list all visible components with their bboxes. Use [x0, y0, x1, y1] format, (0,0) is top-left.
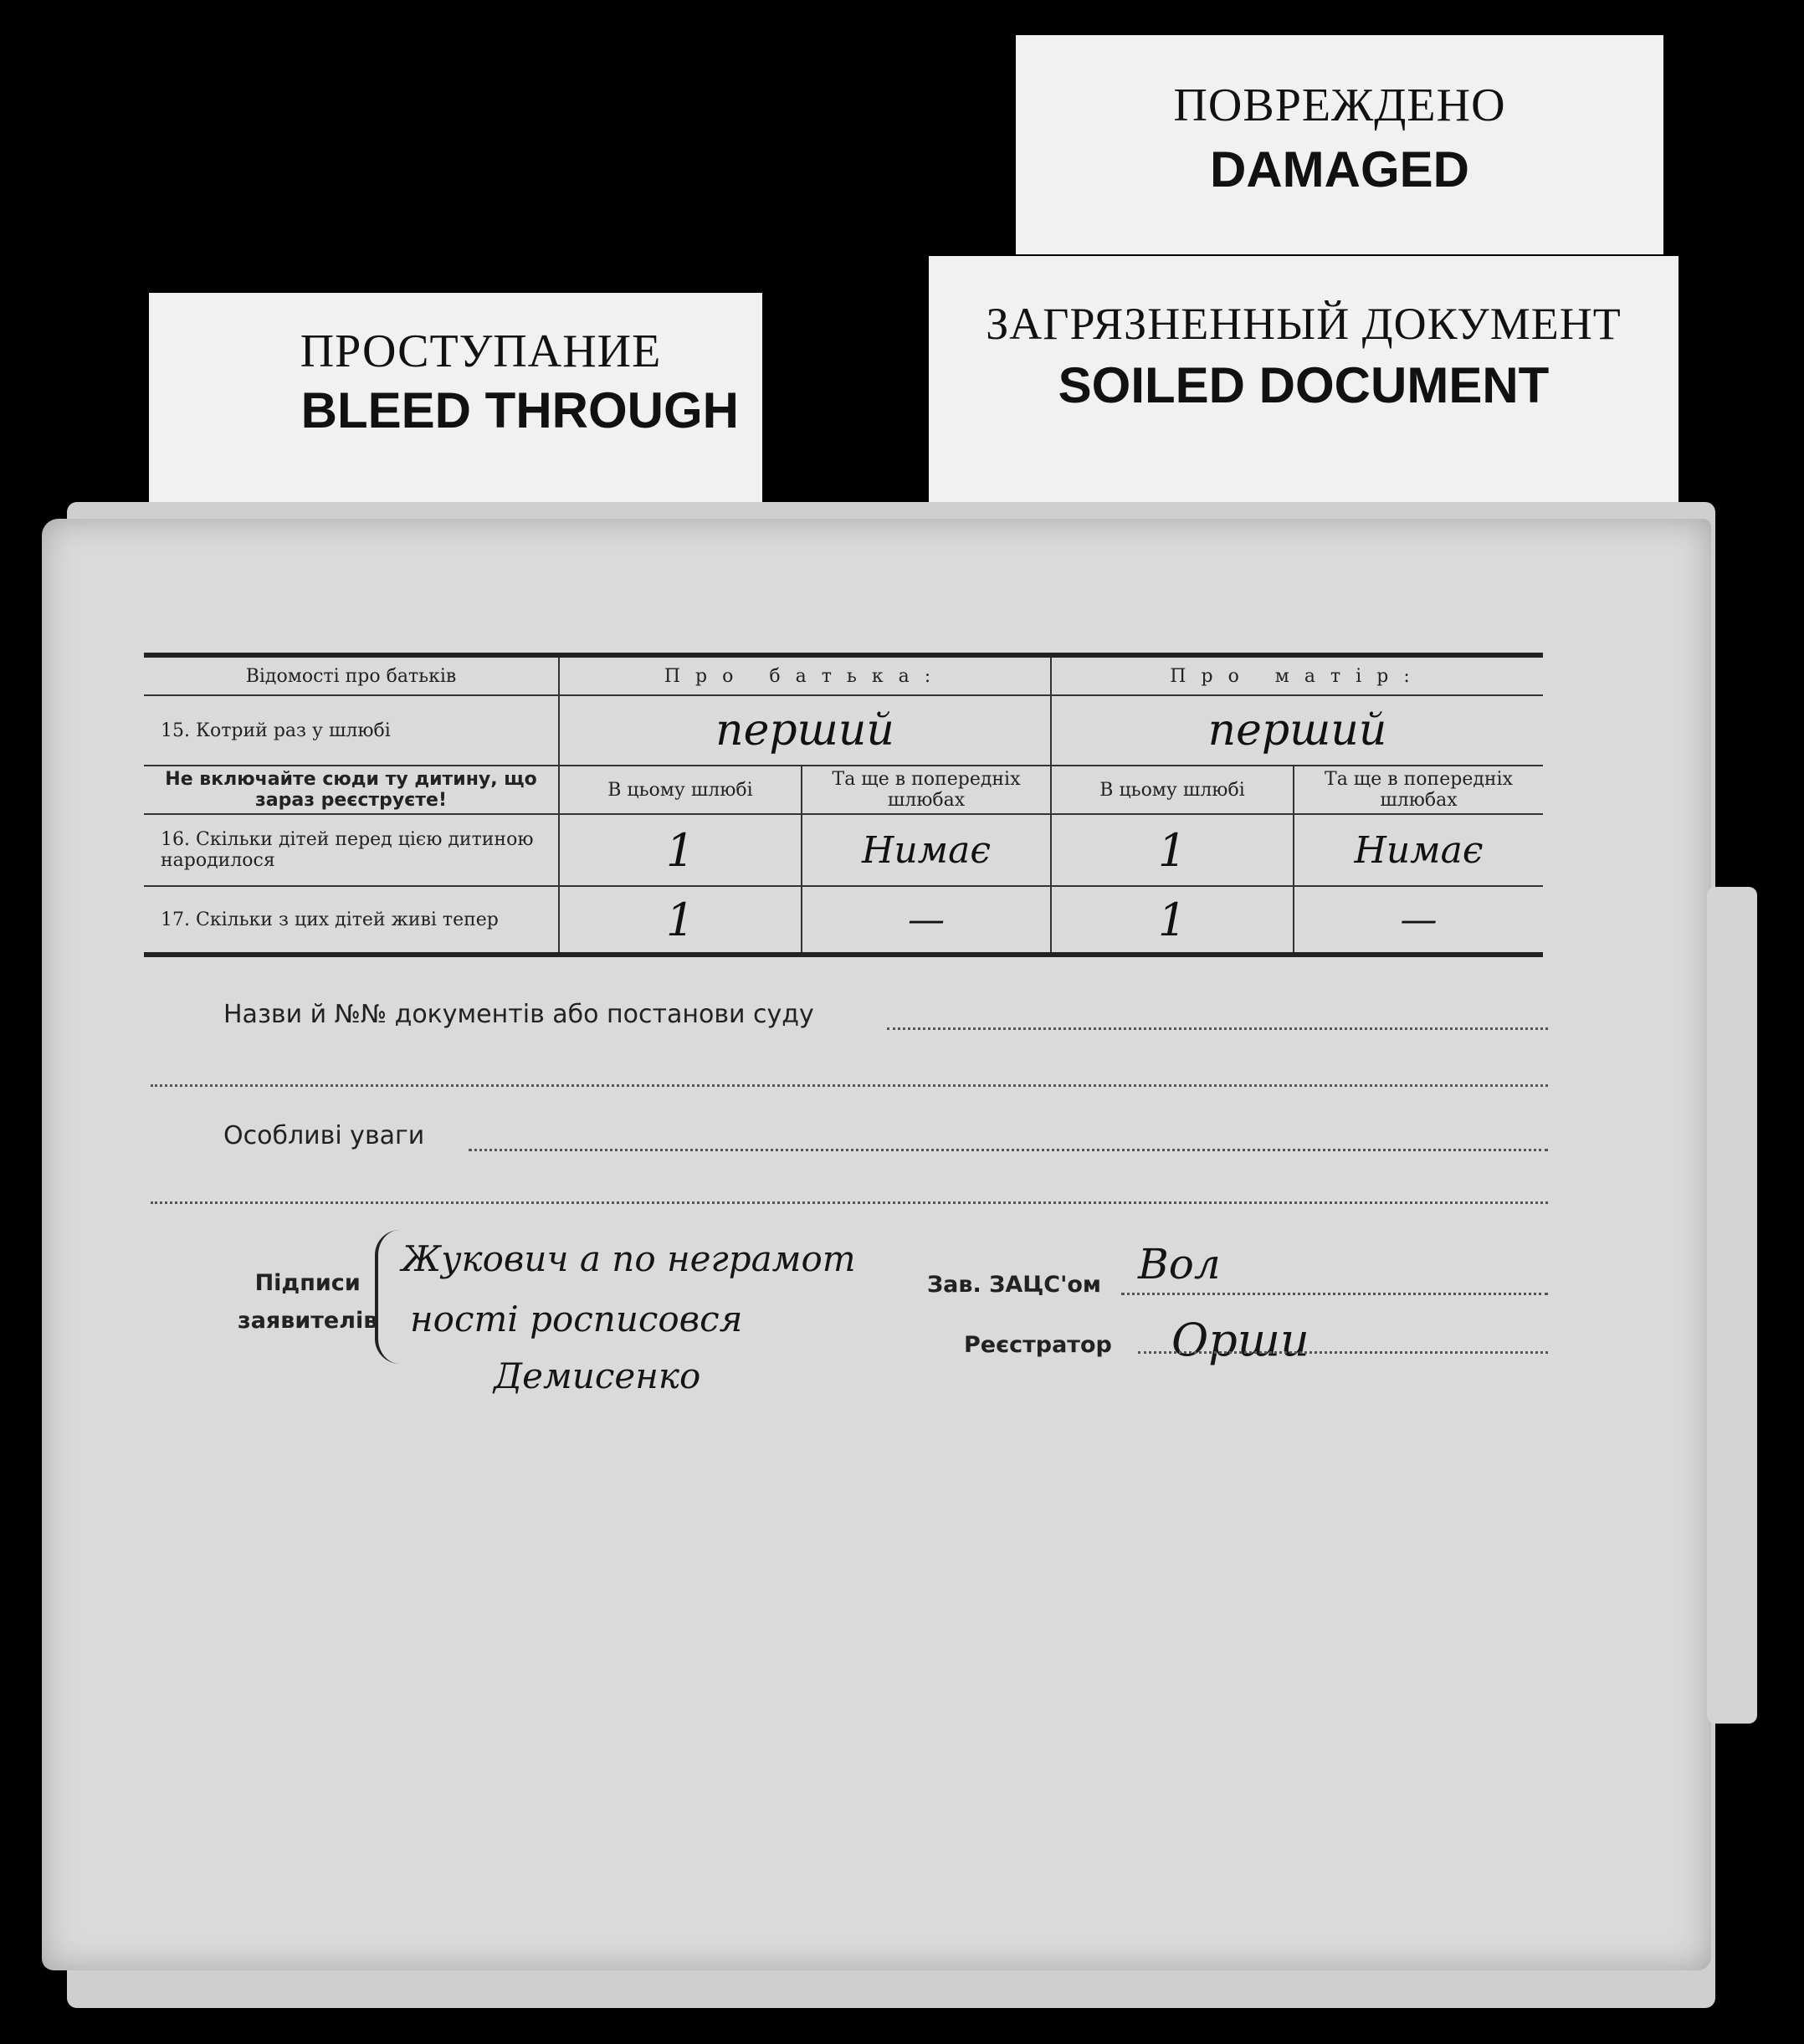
- mother-previous-header: Та ще в попередніх шлюбах: [1294, 766, 1543, 814]
- head-signature: Вол: [1138, 1240, 1221, 1288]
- soiled-en-label: SOILED DOCUMENT: [1058, 357, 1550, 413]
- header-label: Відомості про батьків: [144, 655, 559, 695]
- parents-table: [144, 653, 1543, 957]
- signatures-label-line2: заявителів: [238, 1308, 378, 1334]
- notes-label: Особливі уваги: [223, 1121, 425, 1150]
- row17-father-this: 1: [559, 886, 802, 955]
- row15-mother-value: перший: [1051, 695, 1543, 766]
- damaged-ru-label: ПОВРЕЖДЕНО: [1173, 79, 1506, 131]
- registrar-signature: Орши: [1171, 1314, 1309, 1366]
- row15-father-value: перший: [559, 695, 1051, 766]
- father-this-marriage-header: В цьому шлюбі: [559, 766, 802, 814]
- documents-line: [887, 1027, 1548, 1030]
- registrar-label: Реєстратор: [964, 1332, 1112, 1358]
- row17-father-prev: —: [802, 886, 1051, 955]
- row16-mother-prev: Нимає: [1294, 814, 1543, 886]
- row15-label: 15. Котрий раз у шлюбі: [144, 695, 559, 766]
- signatures-label-line1: Підписи: [254, 1270, 361, 1296]
- applicant-signature-line2: ності росписовся: [410, 1299, 743, 1340]
- exclude-child-note: Не включайте сюди ту дитину, що зараз реєструєте!: [144, 766, 559, 814]
- father-header: Про батька:: [559, 655, 1051, 695]
- head-signature-line: [1121, 1293, 1548, 1295]
- signatures-brace: [375, 1230, 400, 1364]
- mother-this-marriage-header: В цьому шлюбі: [1051, 766, 1294, 814]
- notes-line-2: [151, 1201, 1548, 1204]
- row17-mother-prev: —: [1294, 886, 1543, 955]
- bleed-ru-label: ПРОСТУПАНИЕ: [300, 325, 662, 377]
- registrar-signature-line: [1138, 1351, 1548, 1354]
- soiled-document-card: [929, 256, 1678, 511]
- row17-mother-this: 1: [1051, 886, 1294, 955]
- bleed-en-label: BLEED THROUGH: [300, 382, 739, 438]
- bleed-through-card: [149, 293, 762, 506]
- row16-label: 16. Скільки дітей перед цією дитиною народилося: [144, 814, 559, 886]
- head-label: Зав. ЗАЦС'ом: [927, 1272, 1101, 1298]
- row17-label: 17. Скільки з цих дітей живі тепер: [144, 886, 559, 955]
- applicant-signature-line3: Демисенко: [494, 1355, 701, 1396]
- row16-father-this: 1: [559, 814, 802, 886]
- torn-page-edge: [1707, 887, 1757, 1724]
- documents-line-2: [151, 1084, 1548, 1087]
- damaged-en-label: DAMAGED: [1210, 141, 1469, 197]
- signatures-label: [238, 1270, 377, 1334]
- applicant-signature-line1: Жукович а по неграмот: [402, 1238, 856, 1279]
- row16-father-prev: Нимає: [802, 814, 1051, 886]
- documents-label: Назви й №№ документів або постанови суду: [223, 1000, 814, 1029]
- soiled-ru-label: ЗАГРЯЗНЕННЫЙ ДОКУМЕНТ: [986, 299, 1622, 349]
- mother-header: Про матір:: [1051, 655, 1543, 695]
- row16-mother-this: 1: [1051, 814, 1294, 886]
- notes-line: [469, 1149, 1548, 1151]
- damaged-card: [1016, 35, 1663, 254]
- father-previous-header: Та ще в попередніх шлюбах: [802, 766, 1051, 814]
